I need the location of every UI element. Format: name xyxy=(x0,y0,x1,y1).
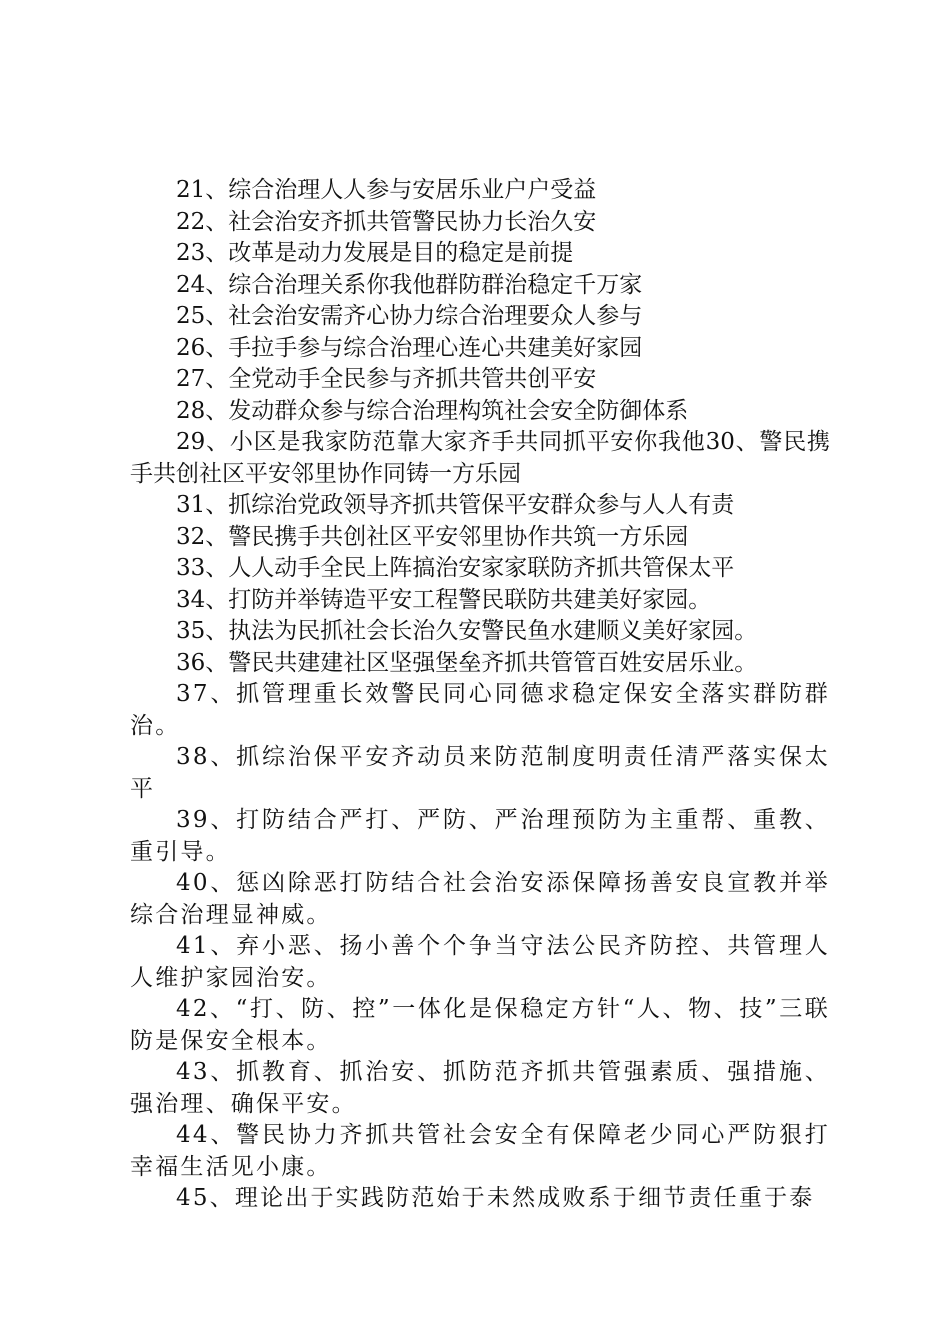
slogan-31: 31、抓综治党政领导齐抓共管保平安群众参与人人有责 xyxy=(176,492,735,518)
slogan-34: 34、打防并举铸造平安工程警民联防共建美好家园。 xyxy=(176,586,712,613)
slogan-23: 23、改革是动力发展是目的稳定是前提 xyxy=(176,240,574,266)
slogan-25: 25、社会治安需齐心协力综合治理要众人参与 xyxy=(176,303,643,329)
slogan-29-30: 29、小区是我家防范靠大家齐手共同抓平安你我他30、警民携手共创社区平安邻里协作同铸一方乐园 xyxy=(130,429,830,487)
slogan-38: 38、抓综治保平安齐动员来防范制度明责任清严落实保太平 xyxy=(130,744,830,802)
slogan-45: 45、理论出于实践防范始于未然成败系于细节责任重于泰 xyxy=(176,1185,815,1211)
slogan-22: 22、社会治安齐抓共管警民协力长治久安 xyxy=(176,208,597,235)
slogan-37: 37、抓管理重长效警民同心同德求稳定保安全落实群防群治。 xyxy=(130,681,830,739)
slogan-35: 35、执法为民抓社会长治久安警民鱼水建顺义美好家园。 xyxy=(176,618,758,644)
slogan-36: 36、警民共建建社区坚强堡垒齐抓共管管百姓安居乐业。 xyxy=(176,649,758,676)
slogan-40: 40、惩凶除恶打防结合社会治安添保障扬善安良宣教并举综合治理显神威。 xyxy=(130,870,830,928)
slogan-27: 27、全党动手全民参与齐抓共管共创平安 xyxy=(176,366,597,392)
slogan-41: 41、弃小恶、扬小善个个争当守法公民齐防控、共管理人人维护家园治安。 xyxy=(130,933,830,991)
slogan-28: 28、发动群众参与综合治理构筑社会安全防御体系 xyxy=(176,397,689,424)
slogan-44: 44、警民协力齐抓共管社会安全有保障老少同心严防狠打幸福生活见小康。 xyxy=(130,1122,830,1180)
slogan-39: 39、打防结合严打、严防、严治理预防为主重帮、重教、重引导。 xyxy=(130,807,830,865)
slogan-21: 21、综合治理人人参与安居乐业户户受益 xyxy=(176,177,597,203)
slogan-24: 24、综合治理关系你我他群防群治稳定千万家 xyxy=(176,271,643,298)
slogan-32: 32、警民携手共创社区平安邻里协作共筑一方乐园 xyxy=(176,523,689,550)
slogan-33: 33、人人动手全民上阵搞治安家家联防齐抓共管保太平 xyxy=(176,555,735,581)
document-body xyxy=(130,175,830,1215)
slogan-43: 43、抓教育、抓治安、抓防范齐抓共管强素质、强措施、强治理、确保平安。 xyxy=(130,1059,830,1117)
slogan-26: 26、手拉手参与综合治理心连心共建美好家园 xyxy=(176,334,643,361)
slogan-42: 42、“打、防、控”一体化是保稳定方针“人、物、技”三联防是保安全根本。 xyxy=(130,996,830,1054)
